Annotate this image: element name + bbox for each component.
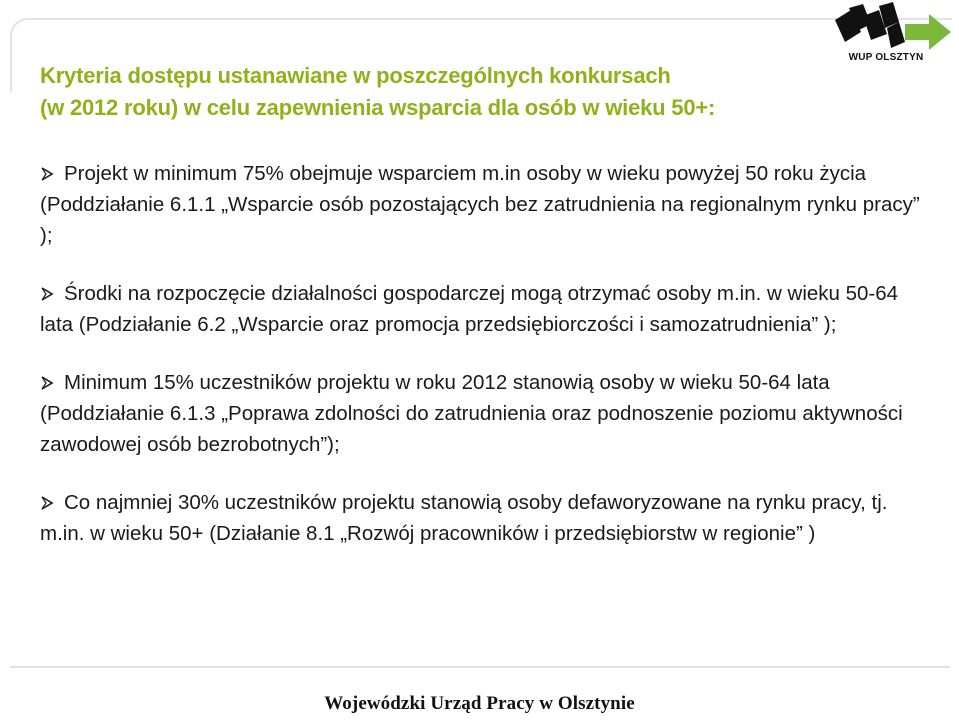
footer-text: Wojewódzki Urząd Pracy w Olsztynie [324,693,635,714]
page-title [40,60,860,124]
criteria-list [40,158,920,576]
list-item-text: Co najmniej 30% uczestników projektu stanowią osoby defaworyzowane na rynku pracy, tj. m.in. w wieku 50+ (Działanie 8.1 „Rozwój pracowników i przedsiębiorstw w regionie” ) [40,491,888,545]
list-item-text: Minimum 15% uczestników projektu w roku 2012 stanowią osoby w wieku 50-64 lata (Poddziałanie 6.1.3 „Poprawa zdolności do zatrudnienia oraz podnoszenie poziomu aktywności zawodowej osób bezrobotnych”); [40,371,903,456]
list-item [40,367,920,460]
arrowhead-bullet-icon [40,496,54,510]
footer-divider [10,666,950,668]
logo-text: WUP OLSZTYN [848,52,924,63]
title-line-2: (w 2012 roku) w celu zapewnienia wsparcia dla osób w wieku 50+: [40,95,716,120]
list-item [40,487,920,549]
list-item-text: Projekt w minimum 75% obejmuje wsparciem m.in osoby w wieku powyżej 50 roku życia (Poddziałanie 6.1.1 „Wsparcie osób pozostających bez zatrudnienia na regionalnym rynku pracy” ); [40,162,920,247]
arrowhead-bullet-icon [40,167,54,181]
arrowhead-bullet-icon [40,287,54,301]
logo-graphic-icon [827,2,953,52]
title-line-1: Kryteria dostępu ustanawiane w poszczególnych konkursach [40,63,671,88]
list-item [40,278,920,340]
list-item-text: Środki na rozpoczęcie działalności gospodarczej mogą otrzymać osoby m.in. w wieku 50-64 lata (Podziałanie 6.2 „Wsparcie oraz promocja przedsiębiorczości i samozatrudnienia” ); [40,282,899,336]
arrowhead-bullet-icon [40,376,54,390]
list-item [40,158,920,251]
